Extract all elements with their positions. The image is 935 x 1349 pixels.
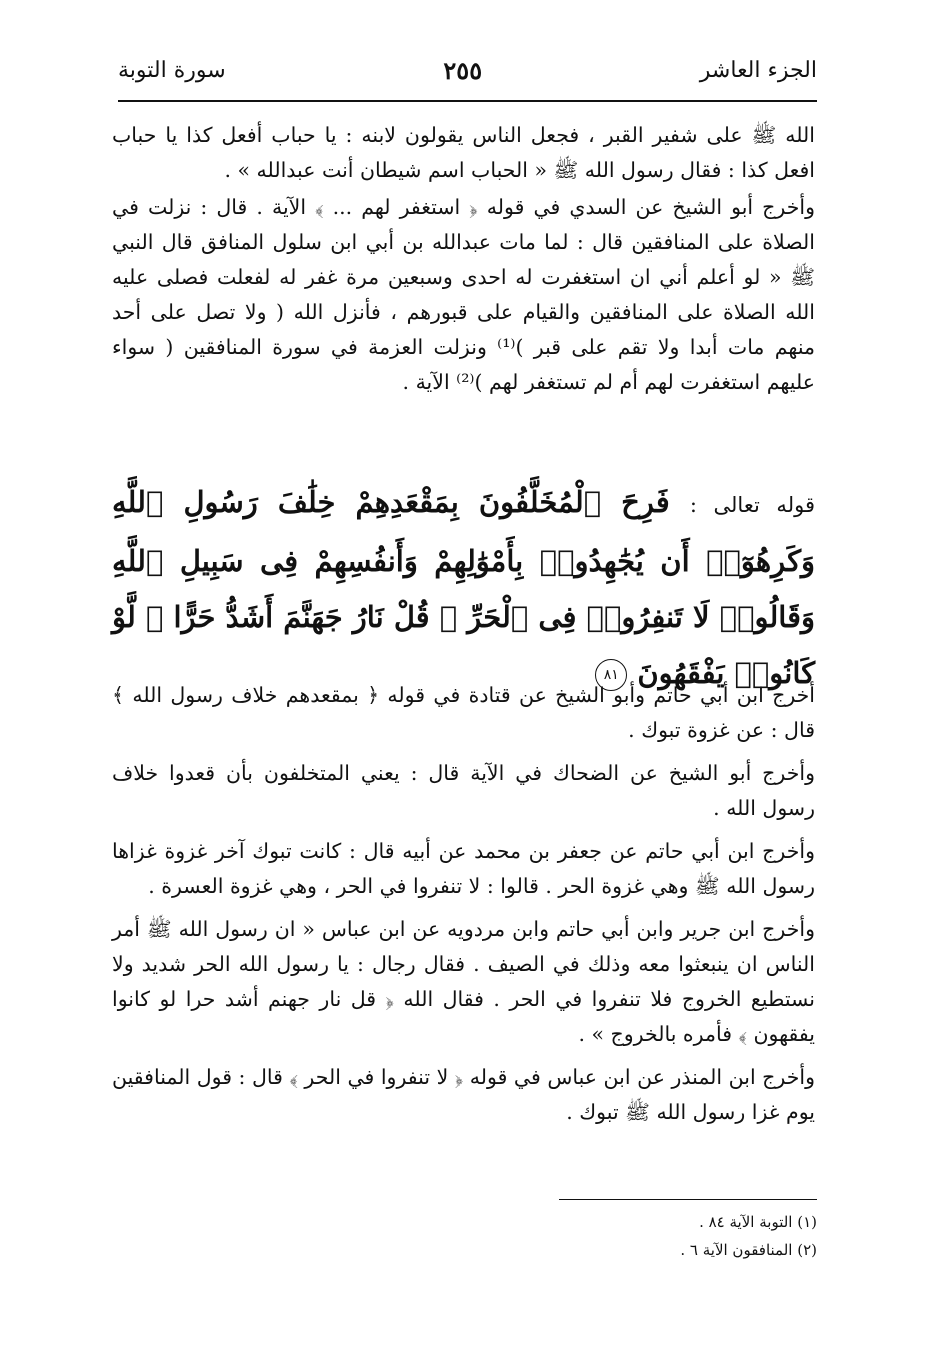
footnote-rule <box>559 1199 817 1200</box>
paragraph: وأخرج ابن جرير وابن أبي حاتم وابن مردويه عن ابن عباس « ان رسول الله ﷺ أمر الناس ان ينبعثوا معه وذلك في الصيف . فقال رجال : يا رسول الله الحر شديد ولا نستطيع الخروج فلا تنفروا في الحر . فقال الله ﴿ قل نار جهنم أشد حرا لو كانوا يفقهون ﴾ فأمره بالخروج » . <box>112 917 815 1046</box>
paragraph: وأخرج أبو الشيخ عن السدي في قوله ﴿ استغفر لهم ... ﴾ الآية . قال : نزلت في الصلاة على المنافقين قال : لما مات عبدالله بن أبي ابن سلول المنافق قال النبي ﷺ « لو أعلم أني ان استغفرت له احدى وسبعين مرة غفر له لفعلت فصلى عليه الله الصلاة على المنافقين والقيام على قبورهم ، فأنزل الله ( ولا تصل على أحد منهم مات أبدا ولا تقم على قبر )⁽¹⁾ ونزلت العزمة في سورة المنافقين ( سواء عليهم استغفرت لهم أم لم تستغفر لهم )⁽²⁾ الآية . <box>112 195 815 394</box>
verse-intro: قوله تعالى : <box>689 493 815 517</box>
juz-title: الجزء العاشر <box>699 57 817 83</box>
paragraph: وأخرج ابن المنذر عن ابن عباس في قوله ﴿ لا تنفروا في الحر ﴾ قال : قول المنافقين يوم غزا رسول الله ﷺ تبوك . <box>112 1065 815 1124</box>
page-number: ٢٥٥ <box>443 55 483 85</box>
paragraph: وأخرج ابن أبي حاتم عن جعفر بن محمد عن أبيه قال : كانت تبوك آخر غزوة غزاها رسول الله ﷺ وهي غزوة الحر . قالوا : لا تنفروا في الحر ، وهي غزوة العسرة . <box>112 839 815 898</box>
header-rule <box>118 100 817 102</box>
verse-text: فَرِحَ ٱلْمُخَلَّفُونَ بِمَقْعَدِهِمْ خِلَٰفَ رَسُولِ ٱللَّهِ وَكَرِهُوٓا۟ أَن يُجَٰهِدُوا۟ بِأَمْوَٰلِهِمْ وَأَنفُسِهِمْ فِى سَبِيلِ ٱللَّهِ وَقَالُوا۟ لَا تَنفِرُوا۟ فِى ٱلْحَرِّ ۗ قُلْ نَارُ جَهَنَّمَ أَشَدُّ حَرًّا ۚ لَّوْ كَانُوا۟ يَفْقَهُونَ <box>112 485 815 690</box>
paragraph: وأخرج أبو الشيخ عن الضحاك في الآية قال : يعني المتخلفون بأن قعدوا خلاف رسول الله . <box>112 761 815 820</box>
page-header <box>118 50 817 90</box>
footnote: (٢) المنافقون الآية ٦ . <box>680 1241 817 1259</box>
verse-number-marker: ٨١ <box>595 659 627 691</box>
footnotes <box>500 1208 817 1264</box>
surah-title: سورة التوبة <box>118 57 226 83</box>
paragraph: أخرج ابن أبي حاتم وأبو الشيخ عن قتادة في قوله ﴿ بمقعدهم خلاف رسول الله ﴾ قال : عن غزوة تبوك . <box>112 683 815 742</box>
quran-verse <box>112 474 815 701</box>
footnote: (١) التوبة الآية ٨٤ . <box>699 1213 817 1231</box>
main-text-top <box>112 118 815 402</box>
paragraph: الله ﷺ على شفير القبر ، فجعل الناس يقولون لابنه : يا حباب أفعل كذا يا حباب افعل كذا : فقال رسول الله ﷺ « الحباب اسم شيطان أنت عبدالله » . <box>112 123 815 182</box>
main-text-bottom <box>112 678 815 1138</box>
